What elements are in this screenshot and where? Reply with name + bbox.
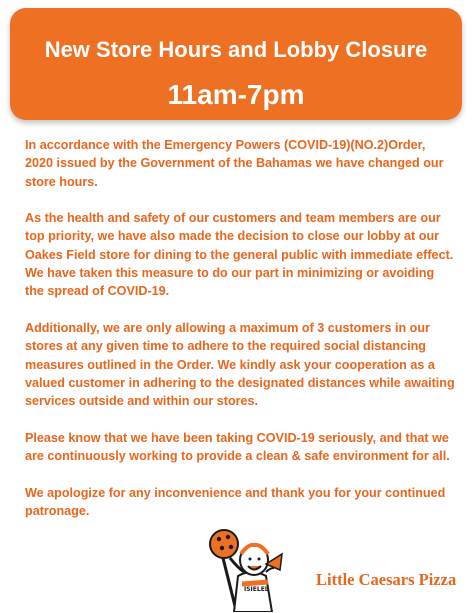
paragraph-lobby-closure: As the health and safety of our customers and team members are our top priority, we have also made the decision to close our lobby at our Oakes Field store for dining to the general public with immediate effect. We have taken this measure to do our part in minimizing or avoiding the spread of COVID-19. [25, 211, 454, 299]
paragraph-customer-limit: Additionally, we are only allowing a maximum of 3 customers in our stores at any given time to adhere to the required social distancing measures outlined in the Order. We kindly ask your cooperation as a valued customer in adhering to the designated distances while awaiting services outside and within our stores. [25, 320, 455, 409]
notice-body [25, 136, 455, 539]
store-hours: 11am-7pm [167, 79, 305, 110]
header-banner [10, 8, 462, 120]
paragraph-covid-commitment: Please know that we have been taking COVID-19 seriously, and that we are continuously working to provide a clean & safe environment for all. [25, 430, 450, 464]
paragraph-apology: We apologize for any inconvenience and thank you for your continued patronage. [25, 485, 446, 518]
paragraph-emergency-order: In accordance with the Emergency Powers (COVID-19)(NO.2)Order, 2020 issued by the Government of the Bahamas we have changed our store hours. [25, 138, 444, 189]
svg-text:ISIELEL: ISIELEL [244, 586, 269, 593]
little-caesars-mascot-icon [208, 524, 290, 612]
banner-title: New Store Hours and Lobby Closure [44, 37, 428, 62]
brand-name: Little Caesars Pizza [316, 570, 457, 589]
